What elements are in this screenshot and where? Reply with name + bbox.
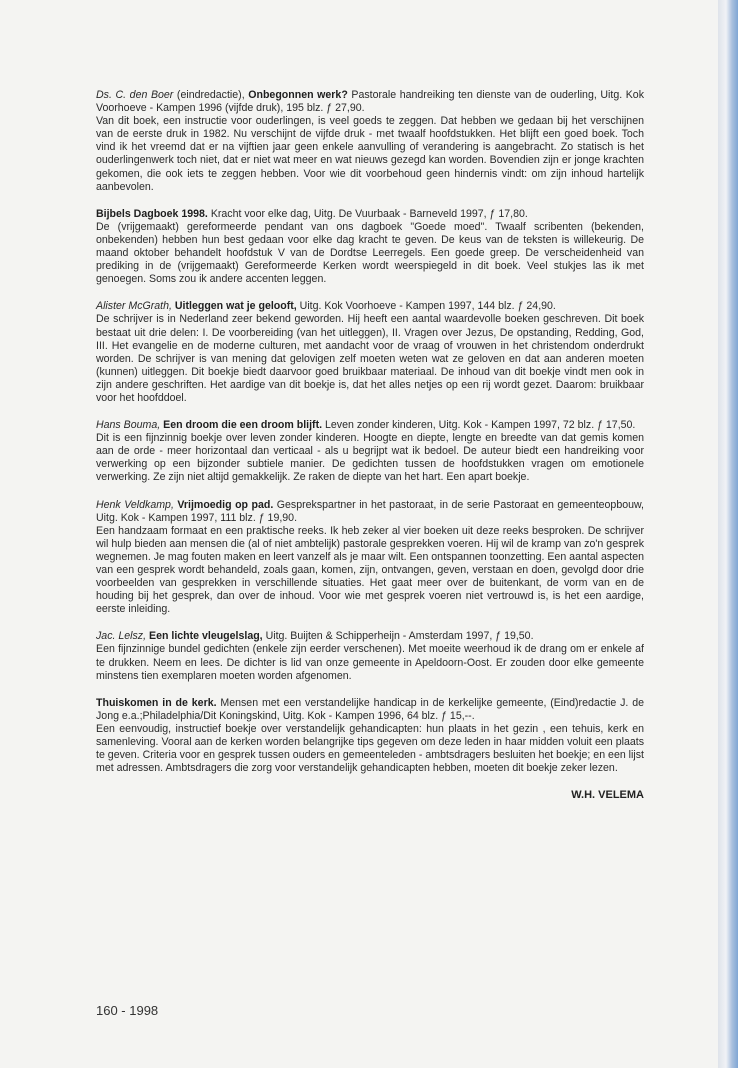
review-body: Een fijnzinnige bundel gedichten (enkele zijn eerder verschenen). Met moeite weerhoud ik de drang om er enkele af te drukken. Neem en lees. De dichter is lid van onze gemeente in Apeldoorn-Oost. Er zouden door elke gemeente minstens tien exemplaren moeten worden afgenomen. — [96, 643, 644, 682]
review-title: Een droom die een droom blijft. — [163, 419, 323, 432]
review-een-lichte-vleugelslag — [96, 630, 644, 682]
review-publication-info: Leven zonder kinderen, Uitg. Kok - Kampen 1997, 72 blz. ƒ 17,50. — [322, 419, 636, 432]
review-heading — [96, 499, 644, 525]
review-publication-info: Uitg. Buijten & Schipperheijn - Amsterdam 1997, ƒ 19,50. — [262, 630, 534, 643]
review-heading — [96, 89, 644, 115]
review-body: Van dit boek, een instructie voor ouderlingen, is veel goeds te zeggen. Dat hebben we gedaan bij het verschijnen van de eerste druk in 1982. Nu verschijnt de vijfde druk - met twaalf hoofdstukken. Het blijft een goed boek. Toch vind ik het vreemd dat er na vijftien jaar geen enkele aanvulling of verandering is aangebracht. Zo statisch is het ouderlingenwerk toch niet, dat er niet wat meer en wat nieuws gezegd kan worden. Bovendien zijn er jonge krachten gekomen, die ook iets te zeggen hebben. Voor wie dit voorbehoud geen hindernis vindt: om zijn inhoud hartelijk aanbevolen. — [96, 115, 644, 193]
review-vrijmoedig-op-pad — [96, 499, 644, 617]
page-edge — [718, 0, 738, 1068]
review-author: Hans Bouma, — [96, 419, 161, 432]
review-title: Onbegonnen werk? — [248, 89, 348, 101]
review-heading-prefix: (eindredactie), — [173, 89, 249, 101]
review-publication-info: Gesprekspartner in het pastoraat, in de serie Pastoraat en gemeenteopbouw, Uitg. Kok - Kampen 1997, 111 blz. ƒ 19,90. — [96, 498, 644, 524]
review-body: De schrijver is in Nederland zeer bekend geworden. Hij heeft een aantal waardevolle boeken geschreven. Dit boek bestaat uit drie delen: I. De voorbereiding (van het uitleggen), II. Vragen over Jezus, De opstanding, Redding, God, III. Het evangelie en de moderne culturen, met aandacht voor de vraag of vrouwen in het christendom onderdrukt worden. De schrijver is van mening dat gelovigen zelf moeten weten wat ze geloven en dat aan anderen moeten (kunnen) uitleggen. Dit boekje biedt daarvoor goed bruikbaar materiaal. De inhoud van dit boekje vindt men ook in zijn andere geschriften. Het aardige van dit boekje is, dat het alles netjes op een rij wordt gezet. Daarom: bruikbaar voor het hoofddoel. — [96, 313, 644, 404]
review-title: Thuiskomen in de kerk. — [96, 696, 217, 709]
review-publication-info: Pastorale handreiking ten dienste van de ouderling, Uitg. Kok Voorhoeve - Kampen 1996 (vijfde druk), 195 blz. ƒ 27,90. — [96, 89, 645, 115]
review-heading — [96, 630, 644, 643]
review-author: Henk Veldkamp, — [96, 498, 174, 511]
review-heading — [96, 419, 644, 432]
review-body: Een eenvoudig, instructief boekje over verstandelijk gehandicapten: hun plaats in het gezin , een tehuis, kerk en samenleving. Vooral aan de kerken worden belangrijke tips gegeven om deze leden in haar midden voluit een plaats te geven. Criteria voor en gesprek tussen ouders en gemeenteleden - ambtsdragers besluiten het boekje; en een lijst met adressen. Ambtsdragers die zorg voor verstandelijk gehandicapten hebben, moeten dit boekje zeker lezen. — [96, 722, 644, 775]
review-body: Dit is een fijnzinnig boekje over leven zonder kinderen. Hoogte en diepte, lengte en breedte van dat gemis komen aan de orde - meer horizontaal dan verticaal - als u begrijpt wat ik bedoel. De auteur biedt een handreiking voor verwerking op een bijzonder subtiele manier. De gedichten tussen de hoofdstukken vragen om emotionele verwerking. Ze zijn niet altijd gemakkelijk. Ze raken de diepte van het hart. Een apart boekje. — [96, 432, 644, 484]
review-author: Alister McGrath, — [96, 300, 172, 313]
review-author: Jac. Lelsz, — [96, 630, 147, 643]
review-body: De (vrijgemaakt) gereformeerde pendant van ons dagboek "Goede moed". Twaalf scribenten (bekenden, onbekenden) hebben hun best gedaan voor elke dag kracht te geven. De keus van de teksten is willekeurig. De maand oktober behandelt hoofdstuk V van de Dordtse Leerregels. Een goede greep. De verscheidenheid van prediking in de (vrijgemaakt) Gereformeerde Kerken wordt weerspiegeld in dit boek. Veel stukjes las ik met genoegen. Soms zou ik andere accenten leggen. — [96, 220, 644, 286]
review-title: Een lichte vleugelslag, — [149, 630, 263, 643]
review-onbegonnen-werk — [96, 89, 644, 194]
review-thuiskomen-in-de-kerk — [96, 697, 644, 776]
page-number: 160 - 1998 — [96, 1003, 159, 1018]
review-title: Bijbels Dagboek 1998. — [96, 207, 208, 220]
review-uitleggen-wat-je-gelooft — [96, 300, 644, 405]
reviewer-signature: W.H. VELEMA — [571, 789, 644, 802]
review-title: Uitleggen wat je gelooft, — [174, 300, 297, 313]
review-body: Een handzaam formaat en een praktische reeks. Ik heb zeker al vier boeken uit deze reeks besproken. De schrijver wil hulp bieden aan mensen die (al of niet ambtelijk) pastorale gesprekken voeren. Hij wil de kramp van zo'n gesprek wegnemen. Je mag fouten maken en leert vanzelf als je maar wilt. Een ontspannen toonzetting. Een aantal aspecten van een gesprek wordt behandeld, zoals gaan, komen, zijn, ontvangen, geven, verstaan en doen, gevolgd door drie voorbeelden van gesprekken in verschillende situaties. Het gaat meer over de buitenkant, de vorm van en de houding bij het gesprek, dan over de inhoud. Voor wie met gesprek voeren niet vertrouwd is, is het een aardige, eerste inleiding. — [96, 524, 644, 616]
review-publication-info: Mensen met een verstandelijke handicap in de kerkelijke gemeente, (Eind)redactie J. de Jong e.a.;Philadelphia/Dit Koningskind, Uitg. Kok - Kampen 1996, 64 blz. ƒ 15,--. — [96, 696, 644, 722]
review-author: Ds. C. den Boer — [96, 89, 174, 101]
review-publication-info: Kracht voor elke dag, Uitg. De Vuurbaak - Barneveld 1997, ƒ 17,80. — [207, 207, 528, 220]
review-bijbels-dagboek — [96, 208, 644, 287]
review-een-droom — [96, 419, 644, 484]
review-heading — [96, 208, 644, 221]
review-title: Vrijmoedig op pad. — [177, 498, 274, 511]
review-heading — [96, 300, 644, 313]
review-publication-info: Uitg. Kok Voorhoeve - Kampen 1997, 144 blz. ƒ 24,90. — [296, 300, 556, 313]
review-column — [96, 89, 644, 802]
review-heading — [96, 697, 644, 723]
